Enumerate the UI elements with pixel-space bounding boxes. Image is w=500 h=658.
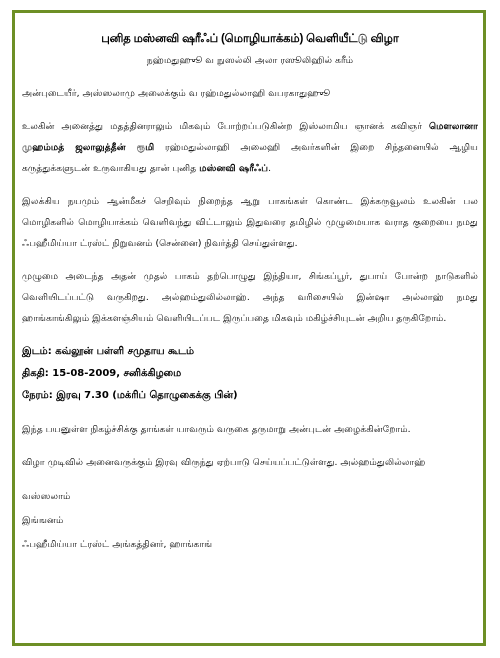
book-name: மஸ்னவி ஷரீஃப் (199, 163, 269, 174)
paragraph-intro-text-3: . (268, 163, 272, 174)
paragraph-intro-text-2: ரஹ்மதுல்லாஹி அலைஹி அவர்களின் இறை சிந்தனையில் ஆழிய கருத்துக்களுடன் உருவாகியது தான் புனித (22, 142, 478, 174)
paragraph-intro (22, 116, 478, 179)
closing-salam: வஸ்ஸலாம் (22, 491, 71, 502)
paragraph-translation: இலக்கிய நயமும் ஆன்மீகச் செறிவும் நிறைந்த ஆறு பாகங்கள் கொண்ட இக்கருவூலம் உலகின் பல மொழிகளில் மொழியாக்கம் வெளிவந்து விட்டாலும் இதுவரை தமிழில் முழுமையாக வராத குறையை நமது ஃபஹீமிய்யா ட்ரஸ்ட் நிறுவனம் (சென்னை) நிவர்த்தி செய்துள்ளது. (22, 196, 478, 249)
paragraph-release: முழுமை அடைந்த அதன் முதல் பாகம் தற்பொழுது இந்தியா, சிங்கப்பூர், துபாய் போன்ற நாடுகளில் வெளியிடப்பட்டு வருகிறது. அல்ஹம்துலில்லாஹ். அந்த வரிசையில் இன்ஷா அல்லாஹ் நமது ஹாங்காங்கிலும் இக்களஞ்சியம் வெளியிடப்பட இருப்பதை மிகவும் மகிழ்ச்சியுடன் அறிய தருகிறோம். (22, 271, 478, 324)
event-time: நேரம்: இரவு 7.30 (மக்ரிப் தொழுகைக்கு பின்) (22, 390, 238, 401)
greeting: அன்புடையீர், அஸ்ஸலாமு அலைக்கும் வ ரஹ்மதுல்லாஹி வபரகாதுஹுூ (22, 88, 331, 99)
closing-signature: ஃபஹீமிய்யா ட்ரஸ்ட் அங்கத்தினர், ஹாங்காங் (22, 539, 213, 550)
paragraph-intro-text-1: உலகின் அனைத்து மதத்தினராலும் மிகவும் போற்றப்படுகின்ற இஸ்லாமிய ஞானக் கவிஞர் (22, 121, 430, 132)
paragraph-dinner: விழா முடிவில் அனைவருக்கும் இரவு விருந்து ஏற்பாடு செய்யப்பட்டுள்ளது. அல்ஹம்துலில்லாஹ் (22, 457, 426, 468)
closing-block (22, 485, 478, 557)
event-date: திகதி: 15-08-2009, சனிக்கிழமை (22, 368, 182, 379)
paragraph-invitation: இந்த பயனுள்ள நிகழ்ச்சிக்கு தாங்கள் யாவரும் வருகை தருமாறு அன்புடன் அழைக்கின்றோம். (22, 424, 411, 435)
closing-ingnanam: இங்ஙனம் (22, 515, 64, 526)
event-details (22, 341, 478, 407)
poet-name: மௌலானா முஹம்மத் ஜலாலுத்தீன் ரூமி (22, 121, 478, 153)
event-venue: இடம்: கவ்லூன் பள்ளி சமுதாய கூடம் (22, 346, 195, 357)
opening-dua: நஹ்மதுஹுூ வ நுஸல்லி அலா ரஸூலிஹில் கரீம் (146, 55, 354, 66)
page-title: புனித மஸ்னவி ஷரீஃப் (மொழியாக்கம்) வெளியீட்டு விழா (101, 32, 399, 45)
invitation-body (22, 16, 478, 557)
